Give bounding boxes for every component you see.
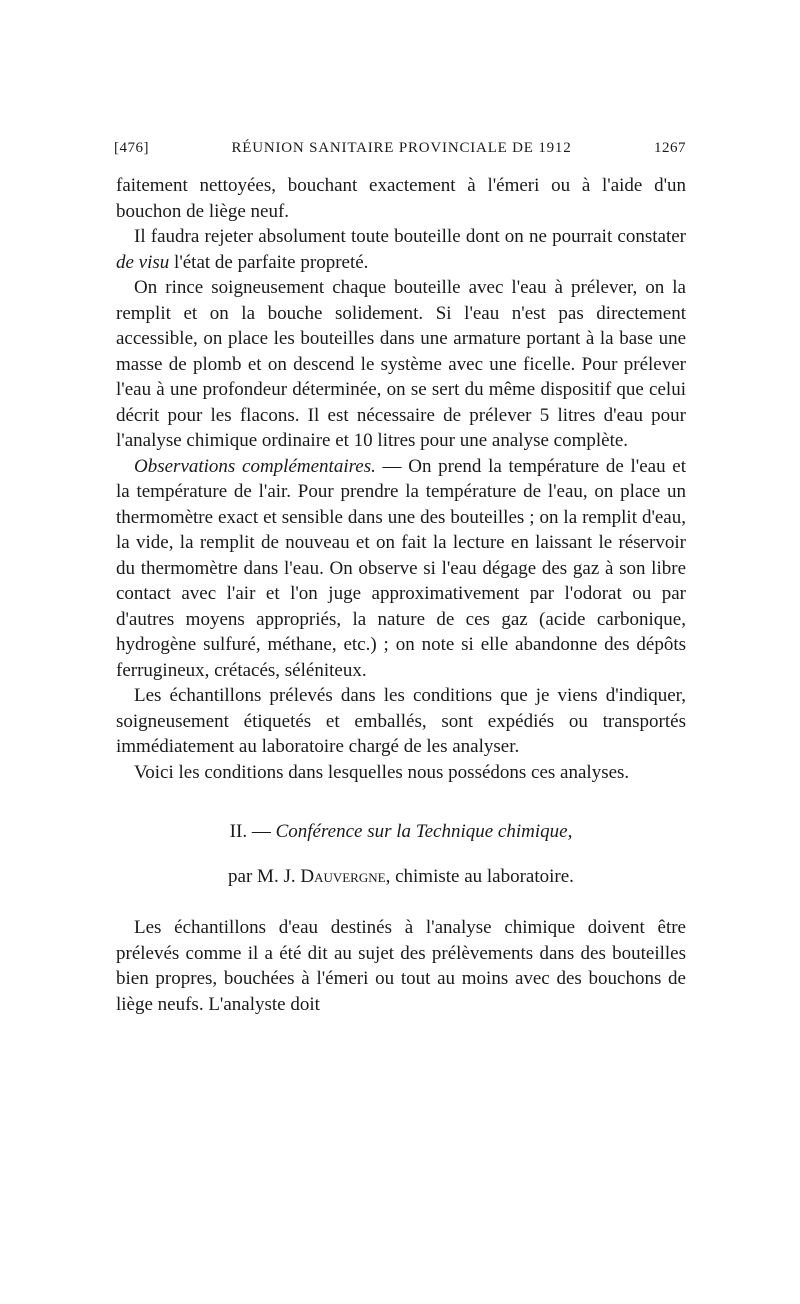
- section-byline: [116, 864, 686, 889]
- byline-suffix: , chimiste au laboratoire.: [385, 866, 574, 887]
- document-page: [116, 140, 686, 1017]
- running-title: RÉUNION SANITAIRE PROVINCIALE DE 1912: [231, 140, 572, 156]
- paragraph-2-text-b: l'état de parfaite propreté.: [169, 251, 369, 273]
- paragraph-5: Les échantillons prélevés dans les conditions que je viens d'indiquer, soigneusement étiquetés et emballés, sont expédiés ou transportés immédiatement au laboratoire chargé de les analyser.: [116, 685, 686, 757]
- body-text-2: [116, 915, 686, 1017]
- body-text: [116, 173, 686, 785]
- paragraph-2: [116, 224, 686, 275]
- byline-prefix: par M. J.: [228, 866, 301, 887]
- paragraph-2-emphasis: de visu: [116, 251, 170, 273]
- page-number: 1267: [653, 140, 686, 156]
- section-heading: [116, 819, 686, 844]
- paragraph-1: faitement nettoyées, bouchant exactement à l'émeri ou à l'aide d'un bouchon de liège neuf.: [116, 175, 686, 222]
- section-title: Conférence sur la Technique chimique,: [275, 821, 573, 842]
- paragraph-2-text-a: Il faudra rejeter absolument toute bouteille dont on ne pourrait constater: [134, 226, 686, 247]
- paragraph-6: Voici les conditions dans lesquelles nous possédons ces analyses.: [134, 761, 630, 783]
- paragraph-3: On rince soigneusement chaque bouteille avec l'eau à prélever, on la remplit et on la bouche solidement. Si l'eau n'est pas directement accessible, on place les bouteilles dans une armature portant à la base une masse de plomb et on descend le système avec une ficelle. Pour prélever l'eau à une profondeur déterminée, on se sert du même dispositif que celui décrit pour les flacons. Il est nécessaire de prélever 5 litres d'eau pour l'analyse chimique ordinaire et 10 litres pour une analyse complète.: [116, 277, 686, 451]
- byline-author: Dauvergne: [300, 866, 386, 887]
- paragraph-4: [116, 454, 686, 684]
- running-head: [114, 140, 686, 157]
- paragraph-4-emphasis: Observations complémentaires.: [134, 455, 376, 477]
- paragraph-4-text: — On prend la température de l'eau et la température de l'air. Pour prendre la température de l'eau, on place un thermomètre exact et sensible dans une des bouteilles ; on la remplit d'eau, la vide, la remplit de nouveau et on fait la lecture en laissant le réservoir du thermomètre dans l'eau. On observe si l'eau dégage des gaz à son libre contact avec l'air et l'on juge approximativement par l'odorat ou par d'autres moyens appropriés, la nature de ces gaz (acide carbonique, hydrogène sulfuré, méthane, etc.) ; on note si elle abandonne des dépôts ferrugineux, crétacés, séléniteux.: [116, 455, 686, 681]
- paragraph-7: Les échantillons d'eau destinés à l'analyse chimique doivent être prélevés comme il a été dit au sujet des prélèvements dans des bouteilles bien propres, bouchées à l'émeri ou tout au moins avec des bouchons de liège neufs. L'analyste doit: [116, 917, 686, 1015]
- section-numeral: II. —: [229, 821, 276, 842]
- page-reference: [476]: [114, 140, 149, 156]
